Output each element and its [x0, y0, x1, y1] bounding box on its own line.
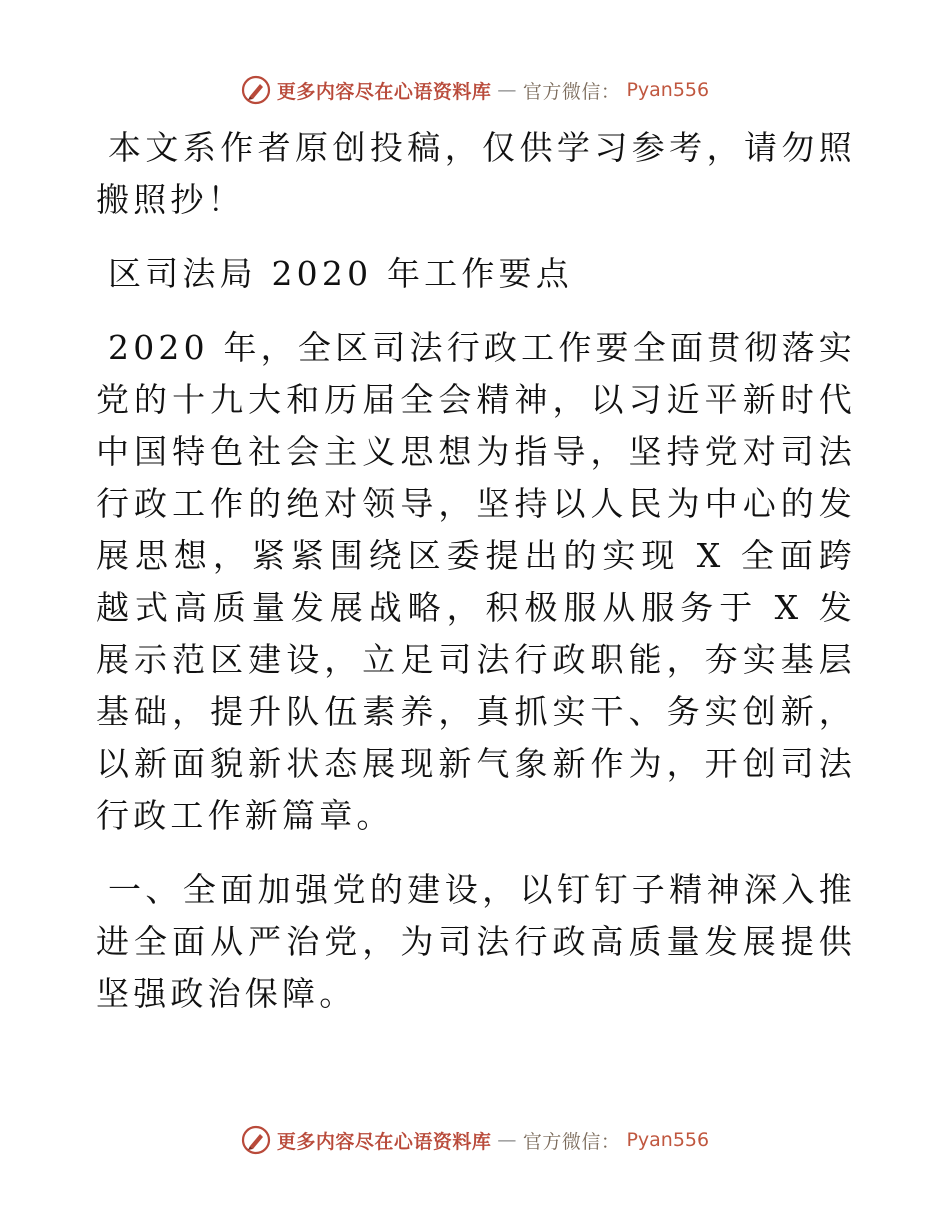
pen-logo-icon: [241, 1125, 271, 1155]
intro-paragraph: 2020 年，全区司法行政工作要全面贯彻落实党的十九大和历届全会精神，以习近平新时代中国特色社会主义思想为指导，坚持党对司法行政工作的绝对领导，坚持以人民为中心的发展思想，紧紧围绕区委提出的实现 X 全面跨越式高质量发展战略，积极服从服务于 X 发展示范区建设，立足司法行政职能，夯实基层基础，提升队伍素养，真抓实干、务实创新，以新面貌新状态展现新气象新作为，开创司法行政工作新篇章。: [96, 328, 856, 835]
document-title: 区司法局 2020 年工作要点: [108, 254, 573, 293]
watermark-main-text: 更多内容尽在心语资料库: [276, 80, 492, 103]
pen-logo-icon: [241, 75, 271, 105]
watermark-sub-text: 官方微信：: [522, 1130, 621, 1153]
watermark-sub-text: 官方微信：: [522, 80, 621, 103]
header-watermark: [0, 70, 950, 110]
watermark-dash: —: [497, 1129, 517, 1151]
section-one-heading: 一、全面加强党的建设，以钉钉子精神深入推进全面从严治党，为司法行政高质量发展提供坚强政治保障。: [96, 870, 856, 1013]
footer-watermark: [0, 1120, 950, 1160]
document-body: [96, 122, 856, 1042]
watermark-wechat-id: Pyan556: [626, 79, 710, 101]
watermark-main-text: 更多内容尽在心语资料库: [276, 1130, 492, 1153]
watermark-wechat-id: Pyan556: [626, 1129, 710, 1151]
notice-paragraph: 本文系作者原创投稿，仅供学习参考，请勿照搬照抄！: [96, 128, 856, 219]
watermark-dash: —: [497, 79, 517, 101]
